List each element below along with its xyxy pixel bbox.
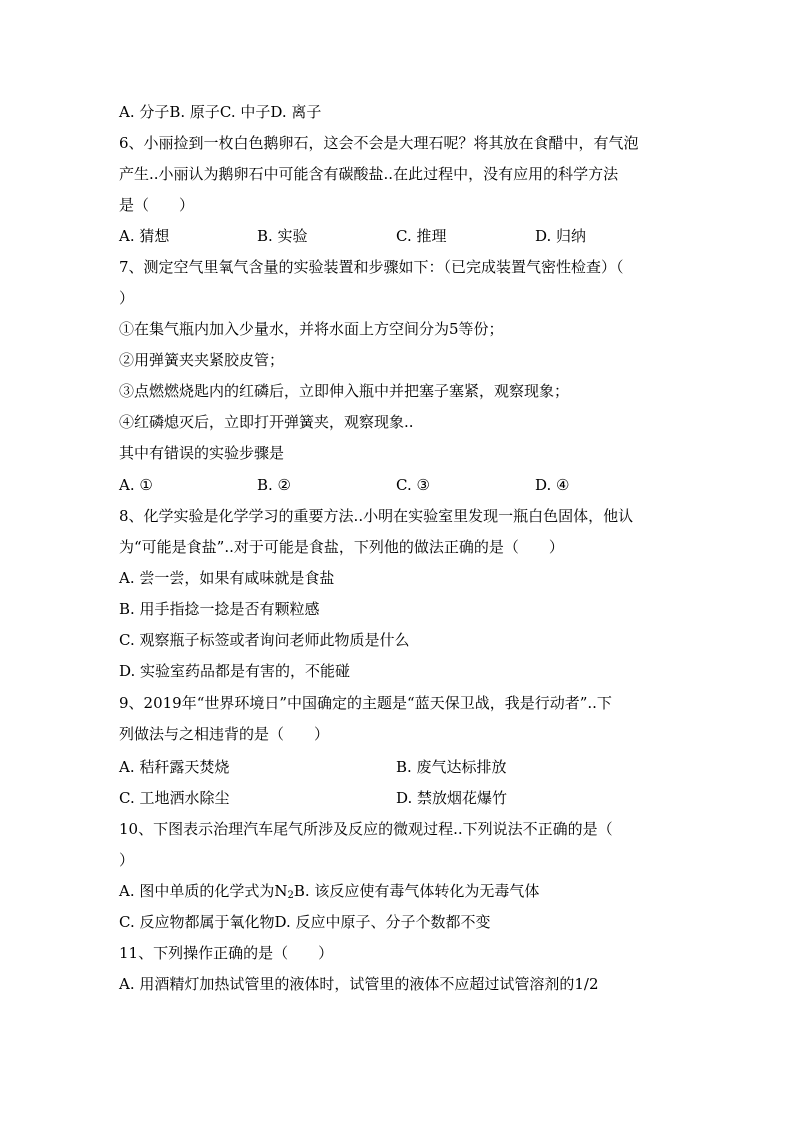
q7-step-2: ②用弹簧夹夹紧胶皮管； bbox=[119, 351, 285, 369]
q7-step-4: ④红磷熄灭后，立即打开弹簧夹，观察现象.. bbox=[119, 413, 414, 431]
q9-option-c: C. 工地洒水除尘 bbox=[119, 789, 230, 807]
q6-option-b: B. 实验 bbox=[257, 227, 308, 245]
q7-step-1: ①在集气瓶内加入少量水，并将水面上方空间分为5等份； bbox=[119, 320, 504, 338]
q7-option-b: B. ② bbox=[257, 476, 292, 494]
q7-option-d: D. ④ bbox=[535, 476, 570, 494]
q9-option-d: D. 禁放烟花爆竹 bbox=[396, 789, 508, 807]
q11-stem: 11、下列操作正确的是（ ） bbox=[119, 944, 334, 962]
q7-step-3: ③点燃燃烧匙内的红磷后，立即伸入瓶中并把塞子塞紧，观察现象； bbox=[119, 382, 570, 400]
q7-stem-line2: ） bbox=[119, 289, 135, 307]
q10-subscript: 2 bbox=[287, 890, 294, 901]
q8-option-b: B. 用手指捻一捻是否有颗粒感 bbox=[119, 600, 320, 618]
q8-option-a: A. 尝一尝，如果有咸味就是食盐 bbox=[119, 569, 335, 587]
q7-stem-line1: 7、测定空气里氧气含量的实验装置和步骤如下：（已完成装置气密性检查）（ bbox=[119, 258, 624, 276]
q10-options-line2: C. 反应物都属于氧化物D. 反应中原子、分子个数都不变 bbox=[119, 913, 491, 931]
q6-option-d: D. 归纳 bbox=[535, 227, 587, 245]
q9-option-a: A. 秸秆露天焚烧 bbox=[119, 758, 230, 776]
q10-option-b-text: B. 该反应使有毒气体转化为无毒气体 bbox=[293, 882, 540, 900]
q10-stem-line2: ） bbox=[119, 851, 135, 869]
q6-stem-line3: 是（ ） bbox=[119, 196, 195, 214]
q10-option-a-text: A. 图中单质的化学式为N bbox=[119, 882, 288, 900]
q9-stem-line1: 9、2019年“世界环境日”中国确定的主题是“蓝天保卫战，我是行动者”..下 bbox=[119, 694, 612, 712]
q8-option-d: D. 实验室药品都是有害的，不能碰 bbox=[119, 662, 351, 680]
q6-option-a: A. 猜想 bbox=[119, 227, 170, 245]
q9-option-b: B. 废气达标排放 bbox=[396, 758, 507, 776]
q10-stem-line1: 10、下图表示治理汽车尾气所涉及反应的微观过程..下列说法不正确的是（ bbox=[119, 820, 613, 838]
q5-options: A. 分子B. 原子C. 中子D. 离子 bbox=[119, 103, 322, 121]
q6-stem-line1: 6、小丽捡到一枚白色鹅卵石，这会不会是大理石呢？将其放在食醋中，有气泡 bbox=[119, 134, 639, 152]
q8-stem-line1: 8、化学实验是化学学习的重要方法..小明在实验室里发现一瓶白色固体，他认 bbox=[119, 507, 634, 525]
q8-stem-line2: 为“可能是食盐”..对于可能是食盐，下列他的做法正确的是（ ） bbox=[119, 538, 564, 556]
q7-question: 其中有错误的实验步骤是 bbox=[119, 444, 285, 462]
q6-stem-line2: 产生..小丽认为鹅卵石中可能含有碳酸盐..在此过程中，没有应用的科学方法 bbox=[119, 165, 619, 183]
q10-options-line1 bbox=[119, 881, 679, 901]
q9-stem-line2: 列做法与之相违背的是（ ） bbox=[119, 725, 330, 743]
q7-option-c: C. ③ bbox=[396, 476, 430, 494]
q7-option-a: A. ① bbox=[119, 476, 153, 494]
q8-option-c: C. 观察瓶子标签或者询问老师此物质是什么 bbox=[119, 631, 410, 649]
q11-option-a: A. 用酒精灯加热试管里的液体时，试管里的液体不应超过试管溶剂的1/2 bbox=[119, 975, 599, 993]
q6-option-c: C. 推理 bbox=[396, 227, 447, 245]
